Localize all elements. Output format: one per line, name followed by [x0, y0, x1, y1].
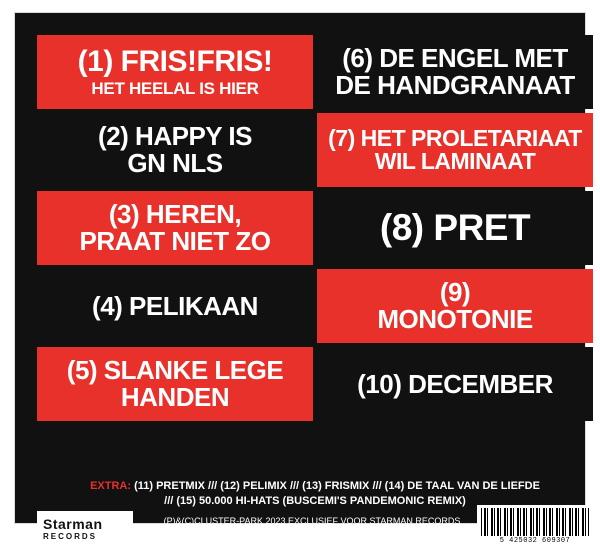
- track-cell-2: [37, 113, 313, 187]
- track-title-1: (1) FRIS!FRIS!: [77, 44, 273, 78]
- track-subtitle-5: HANDEN: [120, 382, 230, 412]
- track-title-4: (4) PELIKAAN: [92, 290, 258, 321]
- website-line: www.starmanrecords.com: [260, 543, 364, 553]
- track-title-7: (7) HET PROLETARIAAT: [328, 124, 582, 151]
- track-subtitle-6: DE HANDGRANAAT: [335, 70, 575, 100]
- barcode: [477, 505, 593, 549]
- track-title-3: (3) HEREN,: [108, 199, 242, 230]
- extra-line-2: /// (15) 50.000 HI-HATS (BUSCEMI'S PANDEMONIC REMIX): [164, 494, 466, 507]
- track-title-10: (10) DECEMBER: [357, 368, 553, 399]
- logo-line-1: Starman: [43, 515, 103, 532]
- starman-records-logo: [37, 511, 133, 545]
- track-subtitle-1: HET HEELAL IS HIER: [91, 79, 259, 99]
- track-title-2: (2) HAPPY IS: [98, 121, 252, 152]
- track-title-5: (5) SLANKE LEGE: [66, 355, 284, 386]
- cover-footer: [37, 513, 593, 553]
- extra-label: EXTRA:: [90, 480, 132, 492]
- track-cell-6: [317, 35, 593, 109]
- track-cell-9: [317, 269, 593, 343]
- track-title-8: (8) PRET: [379, 207, 531, 249]
- logo-line-2: RECORDS: [43, 531, 98, 541]
- track-title-6: (6) DE ENGEL MET: [342, 43, 568, 74]
- track-subtitle-9: MONOTONIE: [377, 304, 533, 334]
- track-subtitle-3: PRAAT NIET ZO: [79, 226, 271, 256]
- legal-text: [147, 515, 477, 556]
- tracklist-grid: [37, 35, 593, 421]
- track-title-9: (9): [439, 277, 471, 308]
- copyright-line: (P)&(C)CLUSTER-PARK 2023 EXCLUSIEF VOOR STARMAN RECORDS (SMR415): [163, 516, 461, 540]
- track-cell-8: [317, 191, 593, 265]
- track-subtitle-7: WIL LAMINAAT: [374, 148, 536, 174]
- track-cell-5: [37, 347, 313, 421]
- barcode-bars: [481, 508, 589, 536]
- track-subtitle-2: GN NLS: [127, 148, 223, 178]
- track-cell-4: [37, 269, 313, 343]
- barcode-number: 5 425032 609307: [499, 537, 571, 545]
- track-cell-1: [37, 35, 313, 109]
- track-cell-7: [317, 113, 593, 187]
- extra-line-1: (11) PRETMIX /// (12) PELIMIX /// (13) FRISMIX /// (14) DE TAAL VAN DE LIEFDE: [134, 480, 540, 492]
- track-cell-10: [317, 347, 593, 421]
- track-cell-3: [37, 191, 313, 265]
- cover-artwork: [14, 12, 586, 553]
